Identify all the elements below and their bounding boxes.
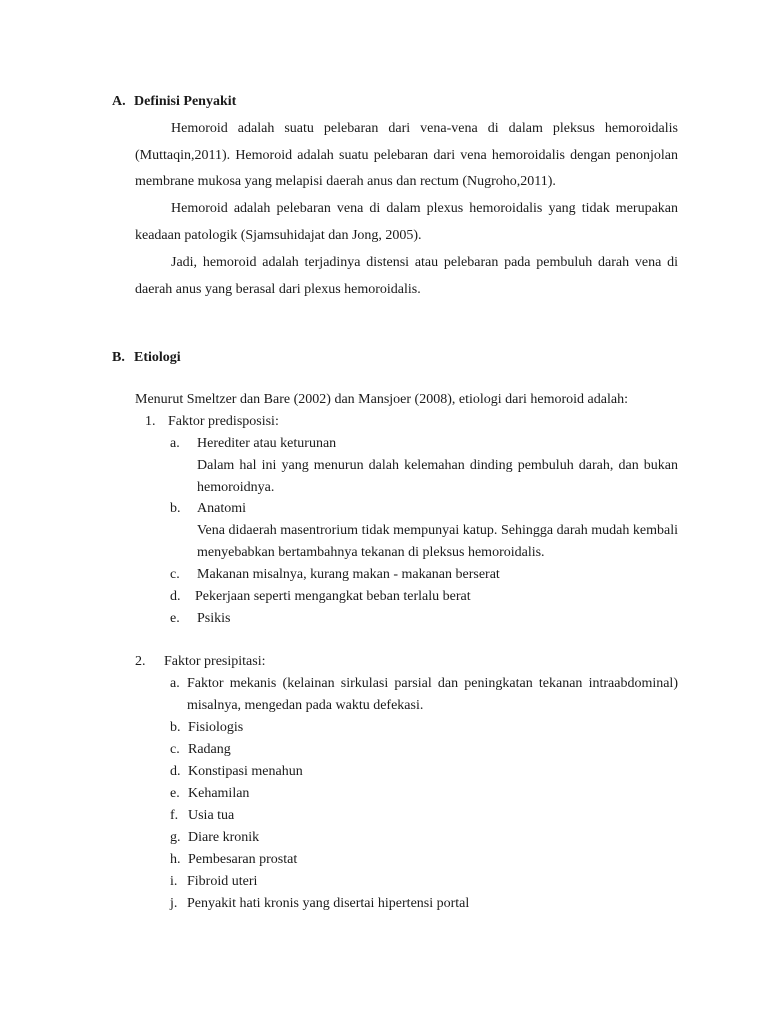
section-a-paragraph-1: Hemoroid adalah suatu pelebaran dari vena-vena di dalam pleksus hemoroidalis (Muttaqin,2011). Hemoroid adalah suatu pelebaran dari vena hemoroidalis dengan penonjolan membrane mukosa yang melapisi daerah anus dan rectum (Nugroho,2011). <box>135 121 678 189</box>
section-a-paragraph-2: Hemoroid adalah pelebaran vena di dalam plexus hemoroidalis yang tidak merupakan keadaan patologik (Sjamsuhidajat dan Jong, 2005). <box>135 201 678 243</box>
list-2-heading <box>135 651 266 673</box>
list-item-label: Fibroid uteri <box>187 874 258 889</box>
list-item-marker: c. <box>170 742 180 757</box>
list-1-heading <box>145 411 279 433</box>
list-item <box>170 893 469 915</box>
list-item-marker: e. <box>170 611 180 626</box>
list-item <box>170 827 259 849</box>
list-item-marker: a. <box>170 436 180 451</box>
list-item <box>170 498 246 520</box>
list-item-label: Herediter atau keturunan <box>197 436 337 451</box>
section-b-intro: Menurut Smeltzer dan Bare (2002) dan Mansjoer (2008), etiologi dari hemoroid adalah: <box>135 392 628 407</box>
section-a-marker: A. <box>112 94 126 109</box>
list-item <box>170 805 234 827</box>
list-1-marker: 1. <box>145 414 156 429</box>
list-item <box>170 739 231 761</box>
section-a-heading <box>112 94 236 110</box>
list-item-marker: c. <box>170 567 180 582</box>
list-item-marker: e. <box>170 786 180 801</box>
section-b-title: Etiologi <box>134 350 181 365</box>
list-1-title: Faktor predisposisi: <box>168 414 279 429</box>
list-item-marker: f. <box>170 808 179 823</box>
list-item-label: Pekerjaan seperti mengangkat beban terlalu berat <box>195 589 471 604</box>
list-item-label: Konstipasi menahun <box>188 764 303 779</box>
list-item-marker: d. <box>170 589 181 604</box>
list-item-label: Kehamilan <box>188 786 250 801</box>
list-item <box>170 871 257 893</box>
list-item-detail: Dalam hal ini yang menurun dalah kelemahan dinding pembuluh darah, dan bukan hemoroidnya. <box>197 458 678 495</box>
section-a-paragraph-3: Jadi, hemoroid adalah terjadinya distensi atau pelebaran pada pembuluh darah vena di daerah anus yang berasal dari plexus hemoroidalis. <box>135 255 678 297</box>
list-item <box>170 849 297 871</box>
list-item-label: Diare kronik <box>188 830 260 845</box>
section-b-heading <box>112 350 181 366</box>
list-item-marker: b. <box>170 720 181 735</box>
list-item-label: Usia tua <box>188 808 235 823</box>
list-item <box>170 717 243 739</box>
list-item-label: Radang <box>188 742 231 757</box>
list-item-detail: Vena didaerah masentrorium tidak mempunyai katup. Sehingga darah mudah kembali menyebabkan bertambahnya tekanan di pleksus hemoroidalis. <box>197 523 678 560</box>
list-item <box>170 761 303 783</box>
list-item <box>170 783 249 805</box>
list-item <box>170 564 500 586</box>
list-item-marker: j. <box>170 896 178 911</box>
list-item-marker: d. <box>170 764 181 779</box>
list-item-label: Psikis <box>197 611 231 626</box>
list-item-marker: g. <box>170 830 181 845</box>
list-item-marker: i. <box>170 874 178 889</box>
list-item-label: Anatomi <box>197 501 246 516</box>
list-item-label: Faktor mekanis (kelainan sirkulasi parsial dan peningkatan tekanan intraabdominal) misalnya, mengedan pada waktu defekasi. <box>187 676 678 713</box>
list-2-title: Faktor presipitasi: <box>164 654 266 669</box>
section-a-title: Definisi Penyakit <box>134 94 237 109</box>
list-item-label: Penyakit hati kronis yang disertai hipertensi portal <box>187 896 470 911</box>
list-2-marker: 2. <box>135 654 146 669</box>
list-item-label: Makanan misalnya, kurang makan - makanan berserat <box>197 567 500 582</box>
list-item-label: Fisiologis <box>188 720 244 735</box>
list-item-label: Pembesaran prostat <box>188 852 298 867</box>
list-item-marker: h. <box>170 852 181 867</box>
section-b-marker: B. <box>112 350 125 365</box>
list-item <box>170 608 230 630</box>
list-item <box>170 433 336 455</box>
list-item <box>170 586 471 608</box>
list-item-marker: a. <box>170 676 180 691</box>
list-item-marker: b. <box>170 501 181 516</box>
